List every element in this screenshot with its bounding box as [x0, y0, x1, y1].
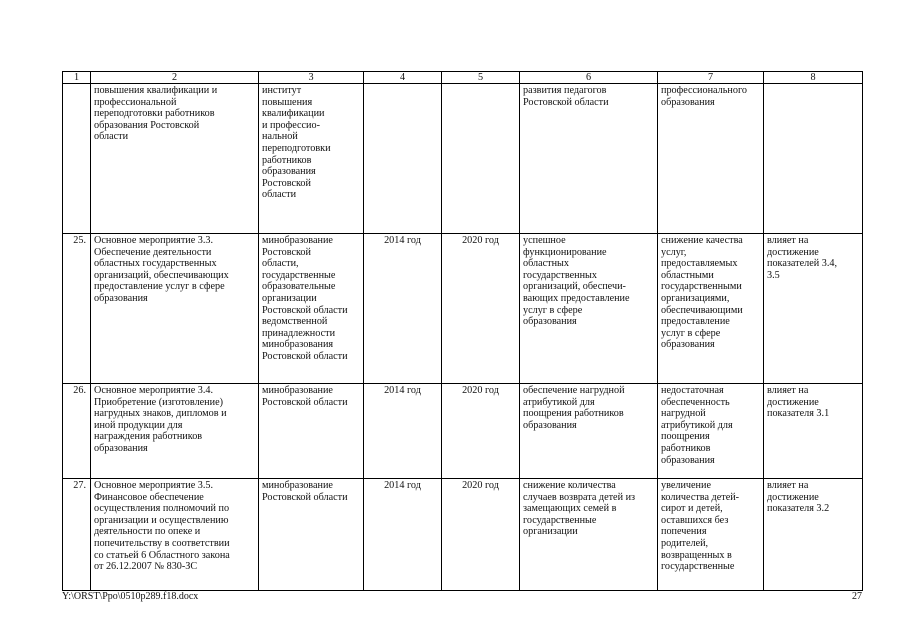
measure-name-line: образования: [94, 292, 148, 304]
consequences-line: областными: [661, 269, 714, 281]
consequences-line: недостаточная: [661, 385, 724, 396]
measure-name-line: Приобретение (изготовление): [94, 396, 224, 408]
consequences-line: обеспеченность: [661, 396, 730, 408]
consequences-line: государственными: [661, 281, 742, 293]
end-date-cell: 2020 год: [442, 479, 520, 591]
expected-result-line: организаций, обеспечи-: [523, 281, 626, 293]
expected-result-line: организации: [523, 526, 578, 538]
start-date-cell: 2014 год: [364, 384, 442, 479]
consequences-line: услуг,: [661, 246, 687, 258]
row-number-cell: [63, 84, 91, 234]
footer-file-path: Y:\ORST\Ppo\0510p289.f18.docx: [62, 591, 199, 602]
measure-name-line: Основное мероприятие 3.5.: [94, 480, 214, 491]
consequences-cell: [658, 384, 764, 479]
table-body: [63, 72, 863, 591]
expected-result-cell: [520, 479, 658, 591]
measure-name-cell: [91, 234, 259, 384]
column-header: 6: [520, 72, 658, 84]
consequences-line: организациями,: [661, 292, 730, 304]
measure-name-line: Основное мероприятие 3.4.: [94, 385, 214, 396]
executor-cell: [259, 84, 364, 234]
consequences-line: услуг в сфере: [661, 327, 721, 339]
measure-name-cell: [91, 384, 259, 479]
executor-line: нальной: [262, 131, 298, 143]
consequences-line: работников: [661, 442, 711, 454]
measure-name-line: Основное мероприятие 3.3.: [94, 235, 214, 246]
consequences-cell: [658, 84, 764, 234]
measure-name-line: профессиональной: [94, 96, 177, 108]
executor-line: организации: [262, 292, 317, 304]
executor-line: квалификации: [262, 108, 325, 120]
executor-line: Ростовской области: [262, 491, 348, 503]
row-number-cell: 25.: [63, 234, 91, 384]
table-row: [63, 84, 863, 234]
executor-line: и профессио-: [262, 119, 320, 131]
expected-result-line: развития педагогов: [523, 85, 607, 96]
expected-result-line: поощрения работников: [523, 408, 624, 420]
expected-result-line: атрибутикой для: [523, 396, 595, 408]
consequences-line: оставшихся без: [661, 514, 729, 526]
executor-line: образования: [262, 166, 316, 178]
executor-line: образовательные: [262, 281, 336, 293]
measure-name-cell: [91, 84, 259, 234]
indicator-link-line: показателей 3.4,: [767, 258, 838, 270]
consequences-line: сирот и детей,: [661, 503, 723, 515]
executor-line: минобразования: [262, 339, 334, 351]
executor-line: минобразование: [262, 235, 333, 246]
column-header: 1: [63, 72, 91, 84]
consequences-line: возвращенных в: [661, 549, 732, 561]
consequences-line: профессионального: [661, 85, 747, 96]
expected-result-line: снижение количества: [523, 480, 616, 491]
executor-line: ведомственной: [262, 316, 328, 328]
consequences-line: родителей,: [661, 537, 709, 549]
indicator-link-cell: [764, 84, 863, 234]
expected-result-line: успешное: [523, 235, 566, 246]
executor-line: минобразование: [262, 385, 333, 396]
measure-name-line: нагрудных знаков, дипломов и: [94, 408, 227, 420]
consequences-line: увеличение: [661, 480, 711, 491]
indicator-link-cell: [764, 384, 863, 479]
measure-name-line: областных государственных: [94, 258, 217, 270]
consequences-line: предоставление: [661, 316, 730, 328]
consequences-line: образования: [661, 96, 715, 108]
column-header: 2: [91, 72, 259, 84]
executor-cell: [259, 234, 364, 384]
consequences-line: попечения: [661, 526, 707, 538]
consequences-line: образования: [661, 339, 715, 351]
indicator-link-line: показателя 3.2: [767, 503, 830, 515]
consequences-cell: [658, 234, 764, 384]
column-header: 4: [364, 72, 442, 84]
column-header: 5: [442, 72, 520, 84]
measure-name-cell: [91, 479, 259, 591]
expected-result-line: государственные: [523, 514, 597, 526]
expected-result-line: образования: [523, 316, 577, 328]
measure-name-line: образования: [94, 442, 148, 454]
measure-name-line: иной продукции для: [94, 419, 183, 431]
expected-result-cell: [520, 234, 658, 384]
consequences-line: нагрудной: [661, 408, 706, 420]
executor-line: институт: [262, 85, 302, 96]
expected-result-line: замещающих семей в: [523, 503, 617, 515]
start-date-cell: 2014 год: [364, 479, 442, 591]
indicator-link-line: показателя 3.1: [767, 408, 830, 420]
expected-result-line: услуг в сфере: [523, 304, 583, 316]
expected-result-line: Ростовской области: [523, 96, 609, 108]
executor-line: государственные: [262, 269, 336, 281]
measure-name-line: области: [94, 131, 129, 143]
table-row: [63, 479, 863, 591]
measure-name-line: со статьей 6 Областного закона: [94, 549, 230, 561]
executor-line: Ростовской: [262, 246, 311, 258]
program-table: [62, 71, 863, 591]
row-number-cell: 26.: [63, 384, 91, 479]
measure-name-line: повышения квалификации и: [94, 85, 218, 96]
expected-result-line: образования: [523, 419, 577, 431]
executor-line: принадлежности: [262, 327, 336, 339]
measure-name-line: награждения работников: [94, 431, 203, 443]
consequences-line: государственные: [661, 561, 735, 573]
consequences-line: количества детей-: [661, 491, 740, 503]
executor-line: области,: [262, 258, 299, 270]
executor-line: Ростовской области: [262, 304, 348, 316]
measure-name-line: Финансовое обеспечение: [94, 491, 204, 503]
indicator-link-line: достижение: [767, 396, 819, 408]
expected-result-line: случаев возврата детей из: [523, 491, 636, 503]
indicator-link-line: влияет на: [767, 385, 809, 396]
consequences-line: поощрения: [661, 431, 710, 443]
measure-name-line: Обеспечение деятельности: [94, 246, 212, 258]
expected-result-line: обеспечение нагрудной: [523, 385, 625, 396]
end-date-cell: 2020 год: [442, 384, 520, 479]
executor-line: Ростовской: [262, 177, 311, 189]
expected-result-cell: [520, 84, 658, 234]
measure-name-line: образования Ростовской: [94, 119, 200, 131]
consequences-line: атрибутикой для: [661, 419, 733, 431]
executor-line: повышения: [262, 96, 313, 108]
expected-result-line: вающих предоставление: [523, 292, 630, 304]
row-number-cell: 27.: [63, 479, 91, 591]
executor-line: работников: [262, 154, 312, 166]
footer-page-number: 27: [852, 591, 862, 602]
table-row: [63, 234, 863, 384]
table-row: [63, 384, 863, 479]
executor-line: Ростовской области: [262, 396, 348, 408]
measure-name-line: организаций, обеспечивающих: [94, 269, 229, 281]
measure-name-line: организации и осуществлению: [94, 514, 229, 526]
measure-name-line: попечительству в соответствии: [94, 537, 230, 549]
measure-name-line: предоставление услуг в сфере: [94, 281, 225, 293]
indicator-link-line: влияет на: [767, 235, 809, 246]
indicator-link-line: достижение: [767, 491, 819, 503]
indicator-link-cell: [764, 479, 863, 591]
executor-line: Ростовской области: [262, 350, 348, 362]
indicator-link-line: достижение: [767, 246, 819, 258]
indicator-link-line: 3.5: [767, 269, 780, 281]
executor-cell: [259, 479, 364, 591]
executor-line: области: [262, 189, 297, 201]
measure-name-line: переподготовки работников: [94, 108, 215, 120]
consequences-line: предоставляемых: [661, 258, 738, 270]
consequences-line: снижение качества: [661, 235, 743, 246]
executor-line: минобразование: [262, 480, 333, 491]
consequences-cell: [658, 479, 764, 591]
expected-result-line: областных: [523, 258, 569, 270]
indicator-link-line: влияет на: [767, 480, 809, 491]
expected-result-line: государственных: [523, 269, 597, 281]
column-header: 8: [764, 72, 863, 84]
executor-line: переподготовки: [262, 142, 331, 154]
consequences-line: образования: [661, 454, 715, 466]
indicator-link-cell: [764, 234, 863, 384]
expected-result-line: функционирование: [523, 246, 607, 258]
end-date-cell: 2020 год: [442, 234, 520, 384]
expected-result-cell: [520, 384, 658, 479]
end-date-cell: [442, 84, 520, 234]
column-header: 7: [658, 72, 764, 84]
start-date-cell: [364, 84, 442, 234]
header-row: [63, 72, 863, 84]
column-header: 3: [259, 72, 364, 84]
measure-name-line: от 26.12.2007 № 830-ЗС: [94, 561, 198, 573]
measure-name-line: осуществления полномочий по: [94, 503, 230, 515]
executor-cell: [259, 384, 364, 479]
start-date-cell: 2014 год: [364, 234, 442, 384]
measure-name-line: деятельности по опеке и: [94, 526, 201, 538]
consequences-line: обеспечивающими: [661, 304, 743, 316]
